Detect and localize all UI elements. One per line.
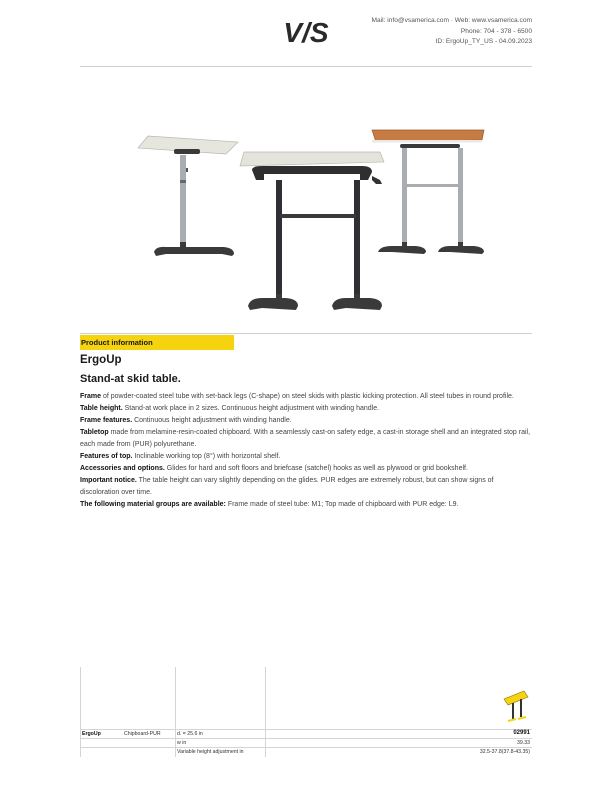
notice-paragraph: Important notice. The table height can vary slightly depending on the glides. PUR edges are extremely robust, but can show signs of discoloration over time.: [80, 477, 494, 496]
document-id: ID: ErgoUp_TY_US - 04.09.2023: [435, 38, 532, 45]
header-divider: [80, 66, 532, 67]
vs-logo: [281, 17, 331, 47]
product-subtitle: Stand-at skid table.: [80, 373, 181, 385]
features-paragraph: Frame features. Continuous height adjustment with winding handle.: [80, 417, 292, 424]
table-border: [265, 667, 266, 757]
contact-mail-web: Mail: info@vsamerica.com · Web: www.vsamerica.com: [371, 17, 532, 24]
materials-paragraph: The following material groups are available: Frame made of steel tube: M1; Top made of chipboard with PUR edge: L9.: [80, 501, 459, 508]
table-row-border: [80, 747, 532, 748]
spec-table: [80, 667, 532, 757]
product-hero-image: [136, 118, 500, 320]
spec-product: ErgoUp: [82, 731, 101, 737]
section-divider: [80, 333, 532, 334]
table-row-border: [80, 729, 532, 730]
accessories-paragraph: Accessories and options. Glides for hard and soft floors and briefcase (satchel) hooks as well as plywood or grid bookshelf.: [80, 465, 468, 472]
spec-material: Chipboard-PUR: [124, 731, 161, 737]
top-features-paragraph: Features of top. Inclinable working top (8°) with horizontal shelf.: [80, 453, 281, 460]
height-paragraph: Table height. Stand-at work place in 2 sizes. Continuous height adjustment with winding handle.: [80, 405, 380, 412]
table-center: [240, 152, 384, 310]
table-thumbnail-icon: [500, 685, 530, 725]
tabletop-paragraph: Tabletop made from melamine-resin-coated chipboard. With a seamlessly cast-on safety edge, a cast-in storage shell and an integrated stop rail, each made from (PUR) polyurethane.: [80, 429, 531, 448]
contact-block: [372, 16, 532, 48]
product-description: [80, 391, 532, 511]
logo-text: V/S: [283, 17, 329, 47]
section-tag: Product information: [80, 335, 234, 350]
frame-paragraph: Frame of powder-coated steel tube with set-back legs (C-shape) on steel skids with plastic kicking protection. All steel tubes in round profile.: [80, 393, 514, 400]
spec-row2-value: 39.33: [517, 740, 530, 746]
table-left: [138, 136, 238, 256]
table-border: [80, 667, 81, 757]
table-border: [175, 667, 176, 757]
spec-article-number: 02991: [513, 730, 530, 736]
product-name: ErgoUp: [80, 354, 122, 366]
contact-phone: Phone: 704 - 378 - 6500: [460, 27, 532, 35]
table-row-border: [80, 738, 532, 739]
spec-row2-label: w in: [177, 740, 187, 746]
spec-row3-label: Variable height adjustment in: [177, 749, 244, 755]
spec-row1-label: d. = 25.6 in: [177, 731, 203, 737]
spec-row3-value: 32.5-37.8(37.8-43.35): [479, 749, 530, 755]
table-right: [372, 130, 484, 254]
